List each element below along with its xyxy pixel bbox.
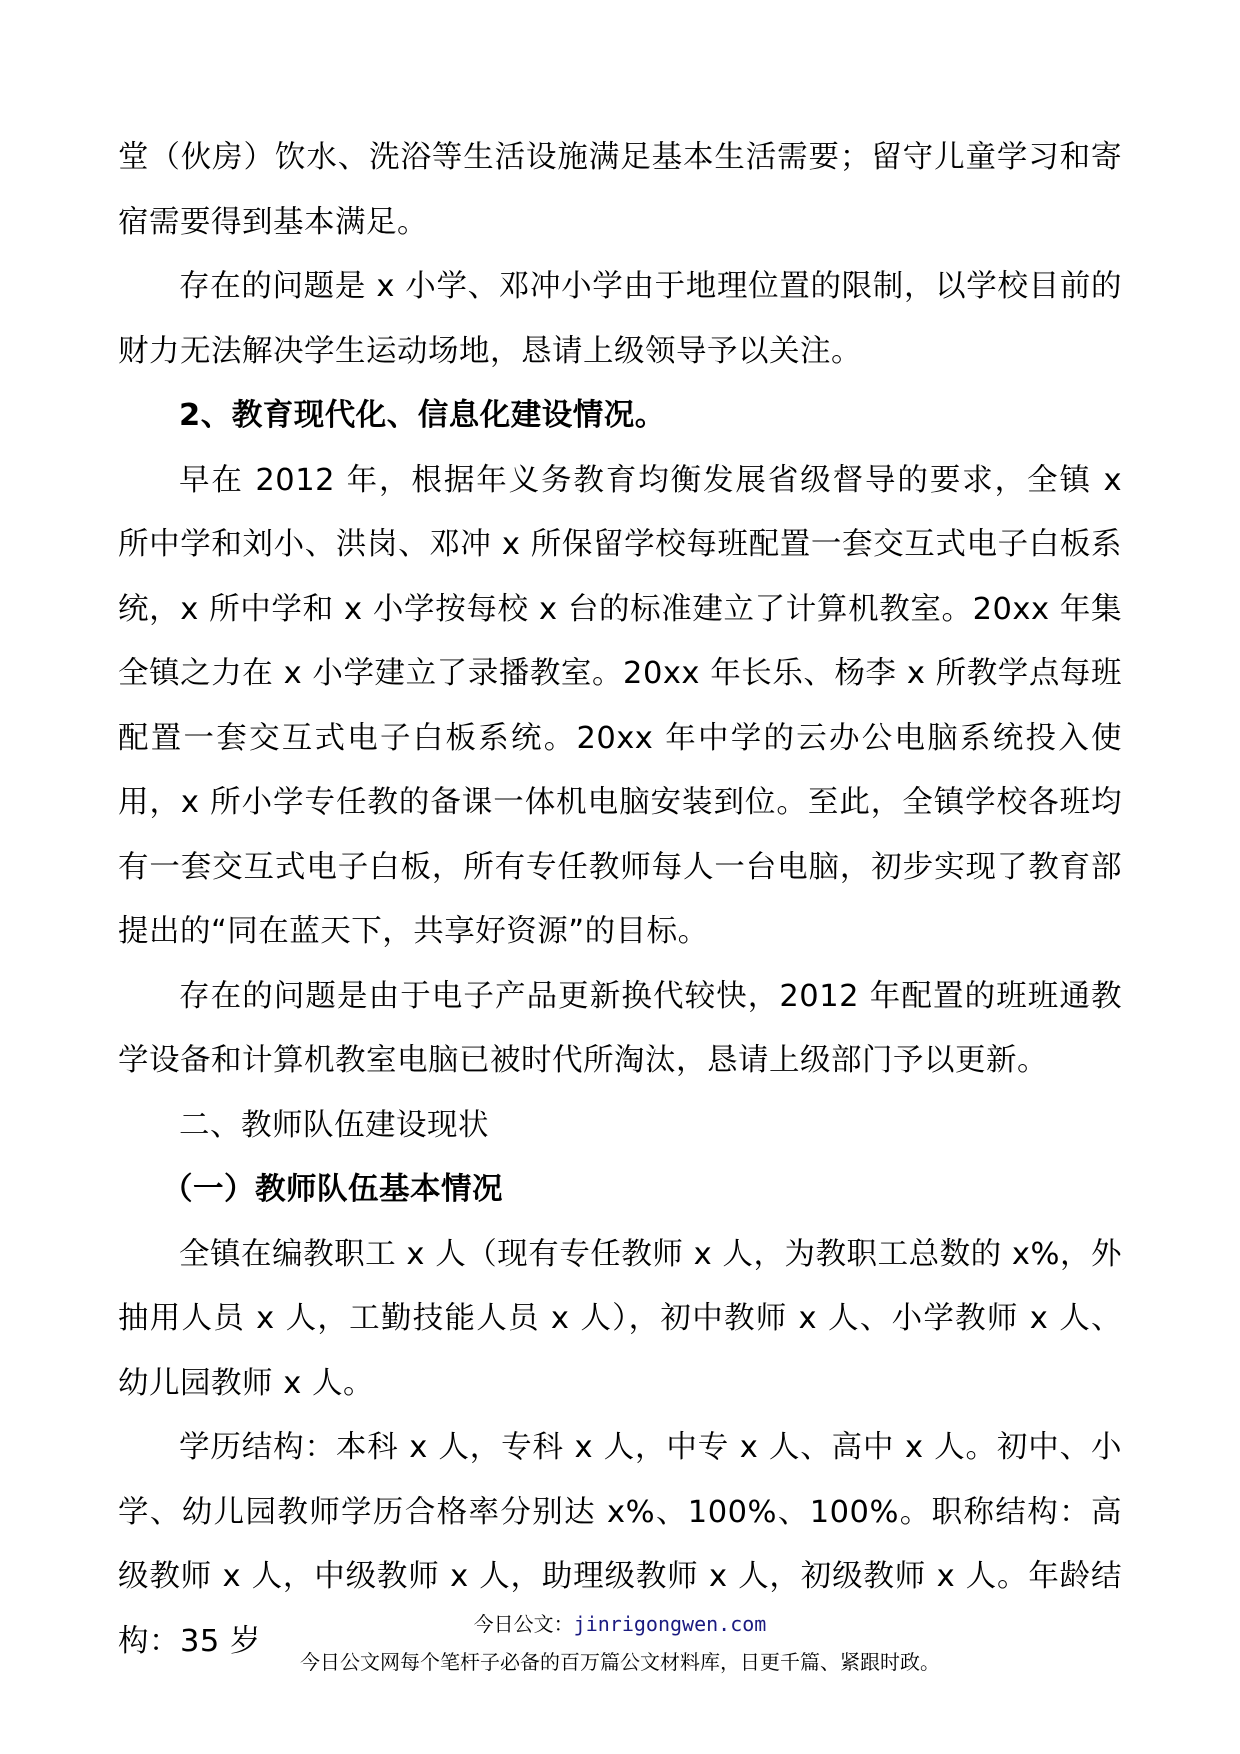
- section-heading-modernization: 2、教育现代化、信息化建设情况。: [179, 398, 666, 433]
- footer-source-label: 今日公文：: [473, 1612, 574, 1636]
- paragraph-sports-field-issue: 存在的问题是 x 小学、邓冲小学由于地理位置的限制，以学校目前的财力无法解决学生运动场地，恳请上级领导予以关注。: [118, 269, 1122, 369]
- paragraph-staff-count: 全镇在编教职工 x 人（现有专任教师 x 人，为教职工总数的 x%，外抽用人员 x 人，工勤技能人员 x 人），初中教师 x 人、小学教师 x 人、幼儿园教师 x 人。: [118, 1236, 1122, 1401]
- footer-source: [0, 1610, 1240, 1638]
- paragraph-staff-structure: 学历结构：本科 x 人，专科 x 人，中专 x 人、高中 x 人。初中、小学、幼儿园教师学历合格率分别达 x%、100%、100%。职称结构：高级教师 x 人，中级教师 x 人，助理级教师 x 人，初级教师 x 人。年龄结构：35 岁: [118, 1430, 1122, 1659]
- paragraph-equipment-issue: 存在的问题是由于电子产品更新换代较快，2012 年配置的班班通教学设备和计算机教室电脑已被时代所淘汰，恳请上级部门予以更新。: [118, 978, 1122, 1078]
- document-body: [118, 126, 1122, 1674]
- paragraph-informatization: 早在 2012 年，根据年义务教育均衡发展省级督导的要求，全镇 x 所中学和刘小、洪岗、邓冲 x 所保留学校每班配置一套交互式电子白板系统，x 所中学和 x 小学按每校 x 台的标准建立了计算机教室。20xx 年集全镇之力在 x 小学建立了录播教室。20xx 年长乐、杨李 x 所教学点每班配置一套交互式电子白板系统。20xx 年中学的云办公电脑系统投入使用，x 所小学专任教的备课一体机电脑安装到位。至此，全镇学校各班均有一套交互式电子白板，所有专任教师每人一台电脑，初步实现了教育部提出的“同在蓝天下，共享好资源”的目标。: [118, 462, 1122, 949]
- footer-slogan: 今日公文网每个笔杆子必备的百万篇公文材料库，日更千篇、紧跟时政。: [300, 1650, 940, 1674]
- subheading-teacher-basics: （一）教师队伍基本情况: [162, 1172, 503, 1207]
- section-heading-teachers: 二、教师队伍建设现状: [179, 1107, 489, 1143]
- footer-source-link[interactable]: jinrigongwen.com: [573, 1612, 767, 1636]
- paragraph-continuation: 堂（伙房）饮水、洗浴等生活设施满足基本生活需要；留守儿童学习和寄宿需要得到基本满足。: [118, 140, 1122, 240]
